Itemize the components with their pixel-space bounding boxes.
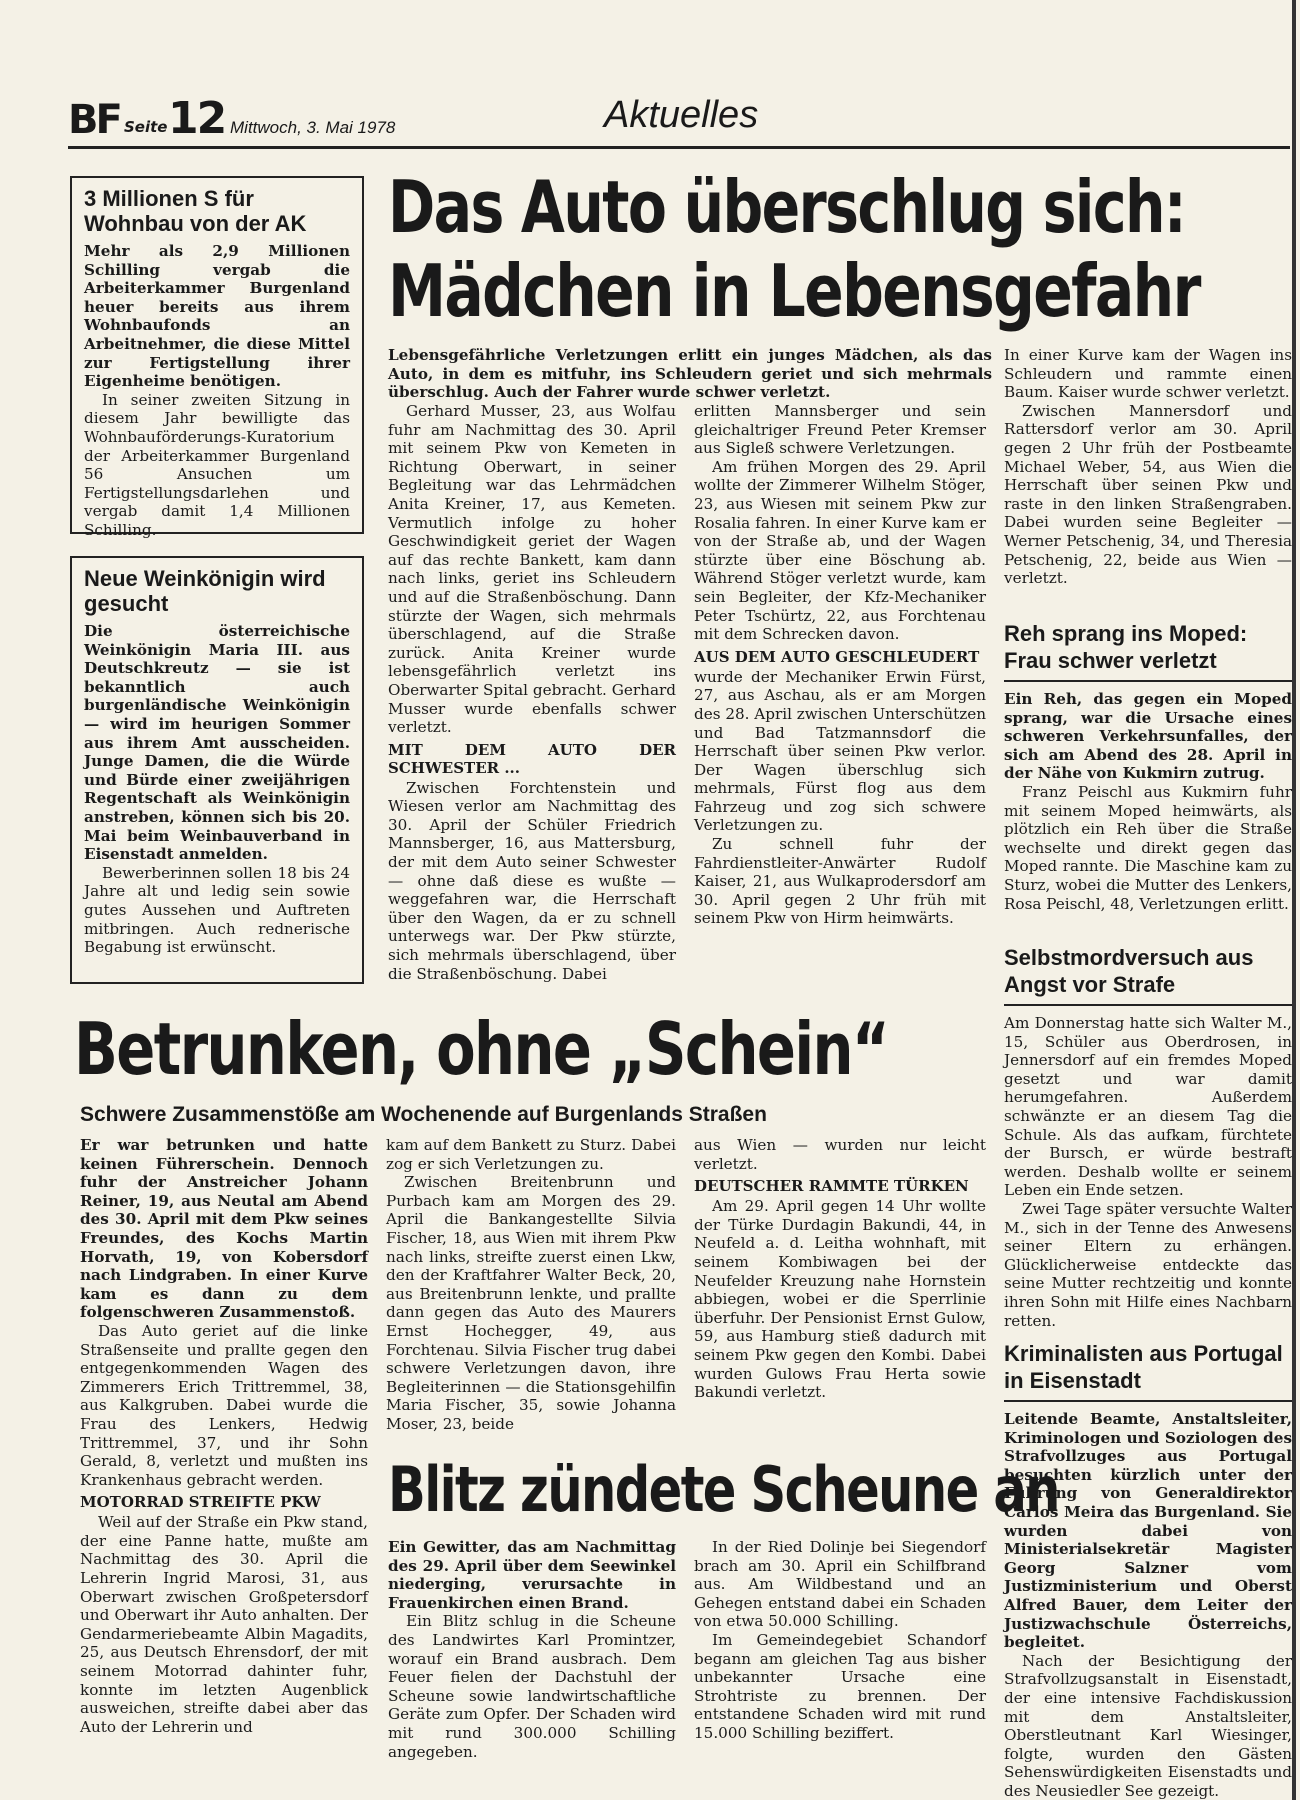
story1-col2-p1: erlitten Mannsberger und sein gleichaltriger Freund Peter Kremser aus Sigleß schwere Verletzungen. xyxy=(694,402,986,458)
story3-col2-p1: In der Ried Dolinje bei Siegendorf brach am 30. April ein Schilfbrand aus. Am Wildbestand und an Gehegen entstand dabei ein Schaden von etwa 50.000 Schilling. xyxy=(694,1538,986,1631)
story2-col3-p2: Am 29. April gegen 14 Uhr wollte der Türke Durdagin Bakundi, 44, in Neufeld a. d. Leitha wohnhaft, mit seinem Kombiwagen bei der Neufelder Kreuzung nahe Hornstein abbiegen, wobei er die Sperrlinie überfuhr. Der Pensionist Ernst Gulow, 59, aus Hamburg stieß dadurch mit seinem Pkw gegen den Kombi. Dabei wurden Gulows Frau Herta sowie Bakundi verletzt. xyxy=(694,1197,986,1402)
story2-col1-p2: Weil auf der Straße ein Pkw stand, der eine Panne hatte, mußte am Nachmittag des 30. April die Lehrerin Ingrid Marosi, 31, aus Oberwart zwischen Großpetersdorf und Oberwart ihr Auto anhalten. Der Gendarmeriebeamte Albin Magadits, 25, aus Deutsch Ehrensdorf, der mit seinem Motorrad dahinter fuhr, konnte im letzten Augenblick ausweichen, streifte dabei aber das Auto der Lehrerin und xyxy=(80,1513,368,1736)
box-ak-body: In seiner zweiten Sitzung in diesem Jahr bewilligte das Wohnbauförderungs-Kuratorium der Arbeiterkammer Burgenland 56 Ansuchen um Fertigstellungsdarlehen und vergab damit 1,4 Millionen Schilling. xyxy=(84,390,350,539)
story2-subhead: Schwere Zusammenstöße am Wochenende auf Burgenlands Straßen xyxy=(80,1103,767,1126)
story2-col3 xyxy=(694,1136,986,1402)
seite-label: Seite xyxy=(124,118,168,136)
story2-col2-p1: kam auf dem Bankett zu Sturz. Dabei zog er sich Verletzungen zu. xyxy=(386,1136,676,1173)
reh-article xyxy=(1004,620,1292,913)
krim-article xyxy=(1004,1340,1292,1800)
reh-body: Franz Peischl aus Kukmirn fuhr mit seinem Moped heimwärts, als plötzlich ein Reh über die Straße wechselte und direkt gegen das Moped rannte. Die Maschine kam zu Sturz, wobei die Mutter des Lenkers, Rosa Peischl, 48, Verletzungen erlitt. xyxy=(1004,782,1292,913)
box-ak-wohnbau xyxy=(70,176,364,539)
story1-col3-p2: Zwischen Mannersdorf und Rattersdorf verlor am 30. April gegen 2 Uhr früh der Postbeamte Michael Weber, 54, aus Wien die Herrschaft über seinen Pkw und raste in den linken Straßengraben. Dabei wurden seine Begleiter — Werner Petschenig, 34, und Theresia Petschenig, 22, beide aus Wien — verletzt. xyxy=(1004,401,1292,588)
masthead-rule xyxy=(68,146,1290,149)
masthead xyxy=(0,0,1300,150)
box-wein-title: Neue Weinkönigin wird gesucht xyxy=(84,566,326,616)
box-weinkoenigin xyxy=(70,556,364,984)
logo: BF xyxy=(68,97,120,143)
box-ak-text xyxy=(84,242,350,540)
story2-col2 xyxy=(386,1136,676,1434)
story3-col1 xyxy=(388,1538,676,1761)
issue-date: Mittwoch, 3. Mai 1978 xyxy=(230,118,396,137)
selbstmord-article xyxy=(1004,944,1292,1330)
story1-lead xyxy=(388,346,992,402)
story2-sub2: DEUTSCHER RAMMTE TÜRKEN xyxy=(694,1177,969,1196)
page-number: 12 xyxy=(168,93,226,144)
krim-body: Nach der Besichtigung der Strafvollzugsanstalt in Eisenstadt, der eine intensive Fachdiskussion mit dem Anstaltsleiter, Oberstleutnant Karl Wiesinger, folgte, wurden den Gästen Sehenswürdigkeiten Eisenstadts und des Neusiedler See gezeigt. xyxy=(1004,1651,1292,1800)
page-edge xyxy=(1292,0,1296,1800)
story2-col1 xyxy=(80,1136,368,1736)
story1-sub2: AUS DEM AUTO GESCHLEUDERT xyxy=(694,647,980,666)
story1-col2 xyxy=(694,402,986,928)
story3-lead: Ein Gewitter, das am Nachmittag des 29. April über dem Seewinkel niederging, verursachte in Frauenkirchen einen Brand. xyxy=(388,1538,676,1612)
story1-col1-p1: Gerhard Musser, 23, aus Wolfau fuhr am Nachmittag des 30. April mit seinem Pkw von Kemeten in Richtung Oberwart, in seiner Begleitung war das Lehrmädchen Anita Kreiner, 17, aus Kemeten. Vermutlich infolge zu hoher Geschwindigkeit geriet der Wagen auf das rechte Bankett, kam dann nach links, geriet ins Schleudern und auf die Straßenböschung. Dann stürzte der Wagen, sich mehrmals überschlagend, auf die Straße zurück. Anita Kreiner wurde lebensgefährlich verletzt ins Oberwarter Spital gebracht. Gerhard Musser wurde ebenfalls schwer verletzt. xyxy=(388,402,676,737)
story1-col3-p1: In einer Kurve kam der Wagen ins Schleudern und rammte einen Baum. Kaiser wurde schwer verletzt. xyxy=(1004,346,1292,402)
story1-headline-1: Das Auto überschlug sich: xyxy=(388,165,1186,249)
story1-col1-p2: Zwischen Forchtenstein und Wiesen verlor am Nachmittag des 30. April der Schüler Friedrich Mannsberger, 16, aus Mattersburg, der mit dem Auto seiner Schwester — ohne daß diese es wußte — weggefahren war, die Herrschaft über den Wagen, da er zu schnell unterwegs war. Der Pkw stürzte, sich mehrmals überschlagend, über die Straßenböschung. Dabei xyxy=(388,778,676,983)
selbstmord-title: Selbstmordversuch aus Angst vor Strafe xyxy=(1004,945,1254,997)
story3-col2-p2: Im Gemeindegebiet Schandorf begann am gleichen Tag aus bisher unbekannter Ursache eine Strohtriste zu brennen. Der entstandene Schaden wird mit rund 15.000 Schilling beziffert. xyxy=(694,1630,986,1742)
box-wein-text xyxy=(84,622,350,957)
story1-headline-2: Mädchen in Lebensgefahr xyxy=(388,249,1200,333)
story2-headline: Betrunken, ohne „Schein“ xyxy=(74,1007,889,1091)
story2-col1-p1: Das Auto geriet auf die linke Straßenseite und prallte gegen den entgegenkommenden Wagen des Zimmerers Erich Trittremmel, 38, aus Kalkgruben. Dabei wurde die Frau des Lenkers, Hedwig Trittremmel, 37, und ihr Sohn Gerald, 8, verletzt und mußten ins Krankenhaus gebracht werden. xyxy=(80,1321,368,1489)
selbstmord-body: Zwei Tage später versuchte Walter M., sich in der Tenne des Anwesens seiner Eltern zu erhängen. Glücklicherweise entdeckte das seine Mutter rechtzeitig und konnte ihren Sohn mit Hilfe eines Nachbarn retten. xyxy=(1004,1199,1292,1330)
box-ak-title: 3 Millionen S für Wohnbau von der AK xyxy=(84,186,307,236)
story1-col3 xyxy=(1004,346,1292,588)
story1-sub1: MIT DEM AUTO DER SCHWESTER ... xyxy=(388,740,676,777)
story1-col2-p3: wurde der Mechaniker Erwin Fürst, 27, aus Aschau, als er am Morgen des 28. April zwischen Unterschützen und Bad Tatzmannsdorf die Herrschaft über seinen Pkw verlor. Der Wagen überschlug sich mehrmals, Fürst flog aus dem Fahrzeug und zog sich schwere Verletzungen zu. xyxy=(694,667,987,835)
story2-col2-p2: Zwischen Breitenbrunn und Purbach kam am Morgen des 29. April die Bankangestellte Silvia Fischer, 18, aus Wien mit ihrem Pkw nach links, streifte zuerst einen Lkw, den der Kraftfahrer Walter Beck, 20, aus Breitenbrunn lenkte, und prallte dann gegen das Auto des Maurers Ernst Hochegger, 49, aus Forchtenau. Silvia Fischer trug dabei schwere Verletzungen davon, ihre Begleiterinnen — die Stationsgehilfin Maria Fischer, 35, sowie Johanna Moser, 23, beide xyxy=(386,1173,676,1433)
story1-col2-p4: Zu schnell fuhr der Fahrdienstleiter-Anwärter Rudolf Kaiser, 21, aus Wulkaprodersdorf am 30. April gegen 2 Uhr früh mit seinem Pkw von Hirm heimwärts. xyxy=(694,835,986,928)
story3-col1-p1: Ein Blitz schlug in die Scheune des Landwirtes Karl Promintzer, worauf ein Brand ausbrach. Dem Feuer fielen der Dachstuhl der Scheune sowie landwirtschaftliche Geräte zum Opfer. Der Schaden wird mit rund 300.000 Schilling angegeben. xyxy=(388,1612,676,1761)
story1-col1 xyxy=(388,402,676,983)
section-title: Aktuelles xyxy=(604,94,759,136)
box-wein-lead: Die österreichische Weinkönigin Maria III. aus Deutschkreutz — sie ist bekanntlich auch burgenländische Weinkönigin — wird im heurigen Sommer aus ihrem Amt ausscheiden. Junge Damen, die die Würde und Bürde einer zweijährigen Regentschaft als Weinkönigin anstreben, können sich bis 20. Mai beim Weinbauverband in Eisenstadt anmelden. xyxy=(84,622,350,864)
story1-col2-p2: Am frühen Morgen des 29. April wollte der Zimmerer Wilhelm Stöger, 23, aus Wiesen mit seinem Pkw zur Rosalia fahren. In einer Kurve kam er von der Straße ab, und der Wagen stürzte über eine Böschung ab. Während Stöger verletzt wurde, kam sein Begleiter, der Kfz-Mechaniker Peter Tschürtz, 22, aus Forchtenau mit dem Schrecken davon. xyxy=(694,457,986,644)
story2-col3-p1: aus Wien — wurden nur leicht verletzt. xyxy=(694,1136,986,1173)
box-wein-body: Bewerberinnen sollen 18 bis 24 Jahre alt und ledig sein sowie gutes Aussehen und Auftreten mitbringen. Auch rednerische Begabung ist erwünscht. xyxy=(84,863,350,957)
story2-lead: Er war betrunken und hatte keinen Führerschein. Dennoch fuhr der Anstreicher Johann Reiner, 19, aus Neutal am Abend des 30. April mit dem Pkw seines Freundes, des Kochs Martin Horvath, 19, von Kobersdorf nach Lindgraben. In einer Kurve kam es dann zu dem folgenschweren Zusammenstoß. xyxy=(80,1136,368,1322)
krim-lead: Leitende Beamte, Anstaltsleiter, Kriminologen und Soziologen des Strafvollzuges aus Portugal besuchten kürzlich unter der Führung von Generaldirektor Carlos Meira das Burgenland. Sie wurden dabei von Ministerialsekretär Magister Georg Salzner vom Justizministerium und Oberst Alfred Bauer, dem Leiter der Justizwachschule Österreichs, begleitet. xyxy=(1004,1410,1292,1652)
box-ak-lead: Mehr als 2,9 Millionen Schilling vergab die Arbeiterkammer Burgenland heuer bereits aus ihrem Wohnbaufonds an Arbeitnehmer, die diese Mittel zur Fertigstellung ihrer Eigenheime benötigen. xyxy=(84,242,350,391)
reh-text xyxy=(1004,690,1292,913)
selbstmord-text xyxy=(1004,1014,1292,1330)
story1-lead-text: Lebensgefährliche Verletzungen erlitt ein junges Mädchen, als das Auto, in dem es mitfuhr, ins Schleudern geriet und sich mehrmals überschlug. Auch der Fahrer wurde schwer verletzt. xyxy=(388,346,992,402)
story3-col2 xyxy=(694,1538,986,1743)
selbstmord-lead: Am Donnerstag hatte sich Walter M., 15, Schüler aus Oberdrosen, in Jennersdorf auf ein fremdes Moped gesetzt und war damit herumgefahren. Außerdem schwänzte er an diesem Tag die Schule. Als das aufkam, fürchtete der Bursch, er würde bestraft werden. Deshalb wollte er seinem Leben ein Ende setzen. xyxy=(1004,1014,1292,1200)
reh-title: Reh sprang ins Moped: Frau schwer verletzt xyxy=(1004,621,1248,673)
reh-rule xyxy=(1004,680,1292,682)
story2-sub1: MOTORRAD STREIFTE PKW xyxy=(80,1493,321,1512)
krim-rule xyxy=(1004,1400,1292,1402)
krim-title: Kriminalisten aus Portugal in Eisenstadt xyxy=(1004,1341,1283,1393)
reh-lead: Ein Reh, das gegen ein Moped sprang, war die Ursache eines schweren Verkehrsunfalles, der sich am Abend des 28. April in der Nähe von Kukmirn zutrug. xyxy=(1004,690,1292,783)
selbstmord-rule xyxy=(1004,1004,1292,1006)
story3-headline: Blitz zündete Scheune an xyxy=(388,1453,1059,1526)
